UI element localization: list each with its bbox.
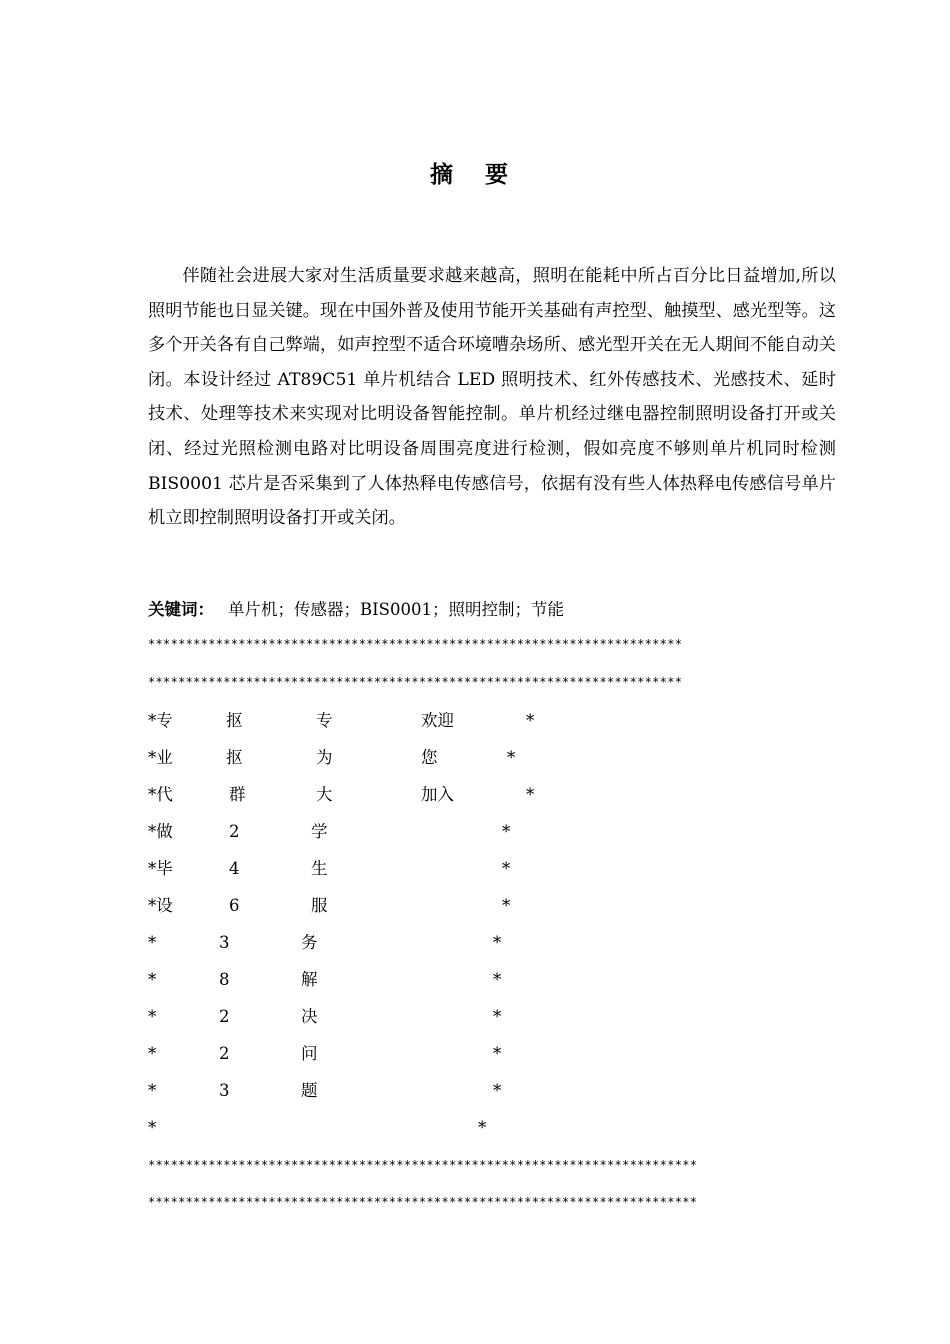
ad-cell: 8 xyxy=(219,970,230,989)
ad-cell: * xyxy=(493,1081,502,1100)
ad-cell: * xyxy=(493,1007,502,1026)
ad-cell: * xyxy=(493,933,502,952)
ad-cell: 欢迎 xyxy=(421,711,454,730)
ad-row xyxy=(0,1113,950,1143)
ad-row xyxy=(0,1039,950,1069)
ad-cell: * xyxy=(148,1044,157,1063)
ad-cell: * xyxy=(526,711,535,730)
ad-row xyxy=(0,965,950,995)
ad-cell: *毕 xyxy=(148,859,173,878)
ad-cell: 抠 xyxy=(226,748,243,767)
ad-cell: 加入 xyxy=(421,785,454,804)
star-divider: *********************************************************************** xyxy=(148,675,683,689)
ad-row xyxy=(0,780,950,810)
ad-cell: 2 xyxy=(229,822,240,841)
ad-cell: 为 xyxy=(316,748,333,767)
ad-cell: * xyxy=(148,1118,157,1137)
ad-cell: 2 xyxy=(219,1007,230,1026)
ad-cell: 解 xyxy=(301,970,318,989)
keywords-label: 关键词： xyxy=(148,600,214,619)
ad-cell: * xyxy=(526,785,535,804)
ad-cell: * xyxy=(507,748,516,767)
ad-cell: *设 xyxy=(148,896,173,915)
abstract-section xyxy=(148,259,836,536)
ad-row xyxy=(0,1002,950,1032)
ad-cell: 问 xyxy=(301,1044,318,1063)
ad-cell: 4 xyxy=(229,859,240,878)
ad-row xyxy=(0,1076,950,1106)
ad-cell: * xyxy=(148,933,157,952)
ad-cell: * xyxy=(148,1081,157,1100)
ad-row xyxy=(0,743,950,773)
ad-cell: 题 xyxy=(301,1081,318,1100)
ad-cell: 务 xyxy=(301,933,318,952)
ad-cell: *做 xyxy=(148,822,173,841)
ad-cell: 服 xyxy=(311,896,328,915)
ad-cell: 群 xyxy=(229,785,246,804)
ad-cell: * xyxy=(493,1044,502,1063)
ad-cell: * xyxy=(493,970,502,989)
ad-cell: * xyxy=(502,896,511,915)
ad-cell: 抠 xyxy=(226,711,243,730)
ad-cell: 6 xyxy=(229,896,240,915)
ad-cell: 3 xyxy=(219,1081,230,1100)
ad-cell: * xyxy=(502,859,511,878)
star-divider: ************************************************************************* xyxy=(148,1195,698,1209)
ad-cell: * xyxy=(148,970,157,989)
ad-cell: 生 xyxy=(311,859,328,878)
page-title: 摘 要 xyxy=(429,162,520,188)
ad-cell: 2 xyxy=(219,1044,230,1063)
star-divider: *********************************************************************** xyxy=(148,637,683,651)
ad-cell: *专 xyxy=(148,711,173,730)
ad-cell: *业 xyxy=(148,748,173,767)
ad-row xyxy=(0,928,950,958)
ad-cell: * xyxy=(478,1118,487,1137)
ad-row xyxy=(0,706,950,736)
keywords-line xyxy=(148,596,564,624)
ad-cell: 学 xyxy=(311,822,328,841)
ad-cell: 您 xyxy=(421,748,438,767)
abstract-paragraph: 伴随社会进展大家对生活质量要求越来越高，照明在能耗中所占百分比日益增加,所以照明节能也日显关键。现在中国外普及使用节能开关基础有声控型、触摸型、感光型等。这多个开关各有自己弊端，如声控型不适合环境嘈杂场所、感光型开关在无人期间不能自动关闭。本设计经过 AT89C51 单片机结合 LED 照明技术、红外传感技术、光感技术、延时技术、处理等技术来实现对比明设备智能控制。单片机经过继电器控制照明设备打开或关闭、经过光照检测电路对比明设备周围亮度进行检测，假如亮度不够则单片机同时检测 BIS0001 芯片是否采集到了人体热释电传感信号，依据有没有些人体热释电传感信号单片机立即控制照明设备打开或关闭。 xyxy=(148,266,836,529)
ad-cell: * xyxy=(502,822,511,841)
ad-cell: 专 xyxy=(316,711,333,730)
ad-cell: * xyxy=(148,1007,157,1026)
ad-cell: *代 xyxy=(148,785,173,804)
ad-cell: 决 xyxy=(301,1007,318,1026)
ad-row xyxy=(0,854,950,884)
ad-row xyxy=(0,891,950,921)
star-divider: ************************************************************************* xyxy=(148,1158,698,1172)
keywords-text: 单片机；传感器；BIS0001；照明控制；节能 xyxy=(228,600,564,619)
ad-cell: 3 xyxy=(219,933,230,952)
ad-row xyxy=(0,817,950,847)
ad-cell: 大 xyxy=(316,785,333,804)
